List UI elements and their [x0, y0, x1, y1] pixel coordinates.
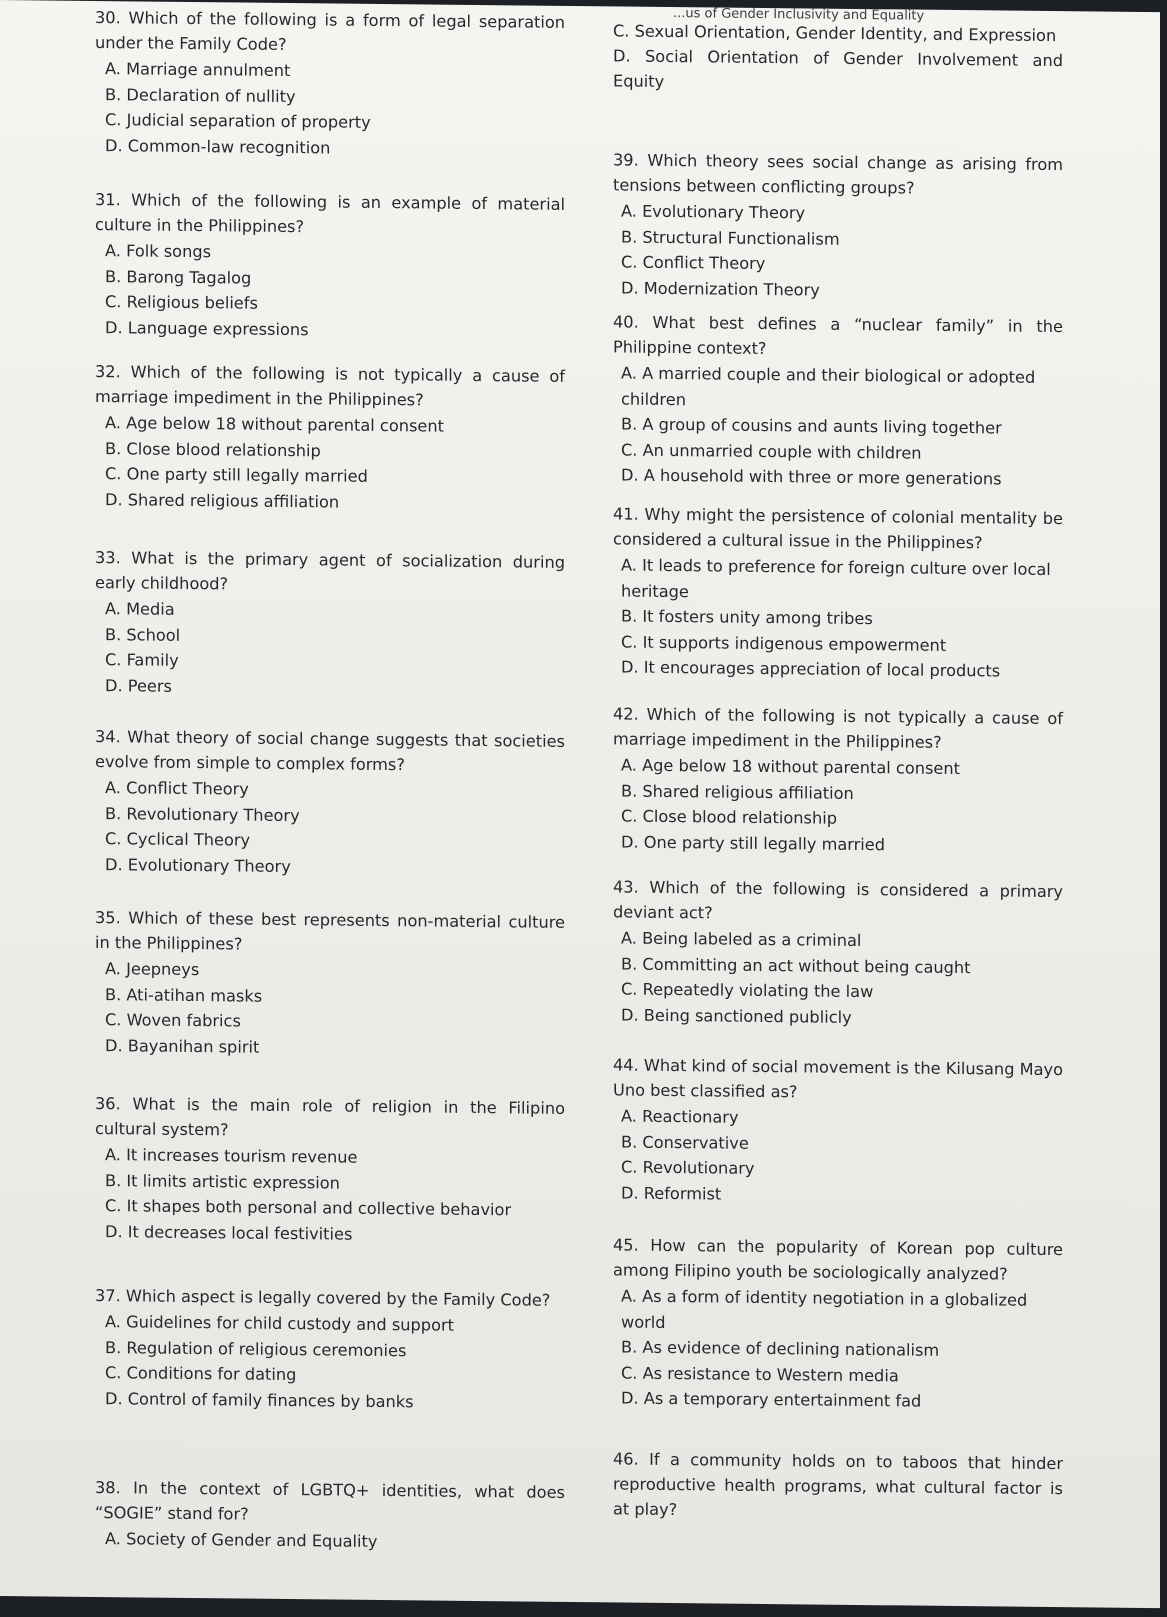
question-33 — [95, 545, 565, 703]
option: A. Age below 18 without parental consent — [621, 755, 960, 779]
question-number: 38. — [95, 1477, 121, 1498]
question-number: 45. — [613, 1235, 639, 1255]
cut-off-text: ...us of Gender Inclusivity and Equality — [673, 6, 925, 24]
option: B. As evidence of declining nationalism — [621, 1337, 940, 1360]
option: D. It encourages appreciation of local products — [621, 657, 1001, 681]
question-number: 36. — [95, 1093, 121, 1114]
option: D. Reformist — [621, 1183, 722, 1204]
question-number: 34. — [95, 726, 121, 747]
question-38-continued — [613, 18, 1063, 98]
option: C. Sexual Orientation, Gender Identity, and Expression — [613, 21, 1057, 46]
option: C. One party still legally married — [105, 464, 368, 486]
question-stem: Which of the following is not typically a cause of marriage impediment in the Philippines? — [95, 362, 565, 410]
question-43 — [613, 874, 1063, 1032]
question-number: 37. — [95, 1285, 121, 1306]
option: B. A group of cousins and aunts living together — [621, 414, 1002, 438]
option: B. Committing an act without being caught — [621, 954, 971, 977]
option: C. Religious beliefs — [105, 292, 258, 313]
option: B. Structural Functionalism — [621, 227, 840, 249]
question-39 — [613, 147, 1063, 305]
left-column — [95, 1, 565, 1551]
question-number: 40. — [613, 312, 639, 332]
question-stem: What is the primary agent of socialization during early childhood? — [95, 548, 565, 594]
option: D. Control of family finances by banks — [105, 1388, 414, 1411]
question-stem: Which of the following is a form of legal separation under the Family Code? — [95, 8, 565, 55]
option: B. Revolutionary Theory — [105, 803, 300, 825]
option: D. Evolutionary Theory — [105, 854, 291, 876]
option: B. Shared religious affiliation — [621, 781, 854, 803]
option: D. Bayanihan spirit — [105, 1035, 260, 1057]
option: C. Family — [105, 650, 179, 670]
option: A. As a form of identity negotiation in a globalized world — [621, 1286, 1028, 1332]
option: C. Judicial separation of property — [105, 110, 371, 132]
option: A. Age below 18 without parental consent — [105, 413, 444, 436]
option: C. Woven fabrics — [105, 1010, 241, 1031]
question-stem: Which of these best represents non-material culture in the Philippines? — [95, 908, 565, 954]
question-stem: What theory of social change suggests that societies evolve from simple to complex forms? — [95, 727, 565, 775]
option: D. One party still legally married — [621, 832, 886, 854]
option: B. It fosters unity among tribes — [621, 606, 873, 629]
option: D. Peers — [105, 675, 172, 696]
option: B. Declaration of nullity — [105, 84, 296, 106]
option: A. Marriage annulment — [105, 59, 291, 81]
option: D. Social Orientation of Gender Involvement and Equity — [613, 46, 1063, 91]
option: B. Barong Tagalog — [105, 266, 252, 288]
question-stem: Which of the following is not typically a cause of marriage impediment in the Philippines? — [613, 704, 1063, 752]
option: B. Close blood relationship — [105, 438, 321, 460]
option: A. A married couple and their biological or adopted children — [621, 363, 1036, 409]
question-38 — [95, 1475, 565, 1556]
question-45 — [613, 1232, 1063, 1415]
option: B. Ati-atihan masks — [105, 984, 263, 1006]
question-number: 31. — [95, 189, 121, 210]
option: A. It leads to preference for foreign culture over local heritage — [621, 555, 1051, 601]
question-37 — [95, 1283, 565, 1416]
question-stem: Which theory sees social change as arising from tensions between conflicting groups? — [613, 150, 1063, 198]
question-stem: Which of the following is an example of material culture in the Philippines? — [95, 190, 565, 237]
option: D. Modernization Theory — [621, 278, 820, 300]
option: A. Folk songs — [105, 241, 212, 262]
option: B. It limits artistic expression — [105, 1170, 340, 1193]
right-column — [613, 6, 1063, 1520]
question-34 — [95, 724, 565, 882]
option: D. A household with three or more generations — [621, 465, 1002, 489]
option: C. Cyclical Theory — [105, 829, 251, 850]
question-number: 43. — [613, 877, 639, 897]
option: A. Reactionary — [621, 1106, 739, 1127]
question-stem: How can the popularity of Korean pop culture among Filipino youth be sociologically analyzed? — [613, 1235, 1063, 1284]
option: C. As resistance to Western media — [621, 1363, 899, 1385]
question-42 — [613, 701, 1063, 859]
option: D. Language expressions — [105, 317, 309, 339]
question-number: 32. — [95, 361, 121, 382]
question-stem: Which of the following is considered a primary deviant act? — [613, 877, 1063, 923]
question-stem: Why might the persistence of colonial mentality be considered a cultural issue in the Philippines? — [613, 504, 1063, 553]
question-number: 41. — [613, 504, 639, 524]
option: D. Shared religious affiliation — [105, 489, 340, 512]
question-number: 33. — [95, 547, 121, 568]
option: A. Evolutionary Theory — [621, 201, 806, 223]
question-stem: What is the main role of religion in the Filipino cultural system? — [95, 1094, 565, 1140]
question-31 — [95, 187, 565, 345]
option: C. An unmarried couple with children — [621, 440, 922, 463]
option: C. Close blood relationship — [621, 806, 837, 828]
option: A. Being labeled as a criminal — [621, 928, 862, 951]
option: B. School — [105, 624, 181, 645]
option: A. Media — [105, 599, 175, 619]
question-number: 42. — [613, 704, 639, 724]
question-stem: In the context of LGBTQ+ identities, what does “SOGIE” stand for? — [95, 1478, 565, 1524]
option: A. Guidelines for child custody and support — [105, 1312, 454, 1335]
option: C. Revolutionary — [621, 1157, 755, 1178]
option: D. It decreases local festivities — [105, 1221, 353, 1244]
question-46 — [613, 1446, 1063, 1527]
question-stem: What kind of social movement is the Kilusang Mayo Uno best classified as? — [613, 1055, 1063, 1102]
option: C. Conflict Theory — [621, 252, 766, 274]
question-36 — [95, 1091, 565, 1249]
question-number: 30. — [95, 7, 121, 28]
option: A. Jeepneys — [105, 959, 200, 980]
question-30 — [95, 5, 565, 163]
option: A. Conflict Theory — [105, 778, 249, 799]
question-44 — [613, 1052, 1063, 1210]
question-stem: What best defines a “nuclear family” in the Philippine context? — [613, 312, 1063, 359]
option: C. Repeatedly violating the law — [621, 979, 874, 1002]
option: B. Regulation of religious ceremonies — [105, 1337, 407, 1360]
option: D. Being sanctioned publicly — [621, 1005, 852, 1027]
option: B. Conservative — [621, 1132, 749, 1153]
question-number: 46. — [613, 1449, 639, 1469]
question-number: 44. — [613, 1055, 639, 1075]
option: A. Society of Gender and Equality — [105, 1529, 378, 1551]
question-number: 39. — [613, 150, 639, 170]
option: A. It increases tourism revenue — [105, 1145, 358, 1167]
option: D. Common-law recognition — [105, 135, 331, 157]
option: C. Conditions for dating — [105, 1363, 297, 1385]
question-stem: If a community holds on to taboos that hinder reproductive health programs, what cultural factor is at play? — [613, 1449, 1063, 1520]
option: D. As a temporary entertainment fad — [621, 1388, 922, 1411]
question-stem: Which aspect is legally covered by the Family Code? — [125, 1286, 551, 1310]
question-number: 35. — [95, 907, 121, 928]
option: C. It shapes both personal and collective behavior — [105, 1196, 512, 1220]
question-41 — [613, 501, 1063, 684]
question-35 — [95, 905, 565, 1063]
question-40 — [613, 309, 1063, 492]
option: C. It supports indigenous empowerment — [621, 632, 947, 655]
question-32 — [95, 359, 565, 517]
